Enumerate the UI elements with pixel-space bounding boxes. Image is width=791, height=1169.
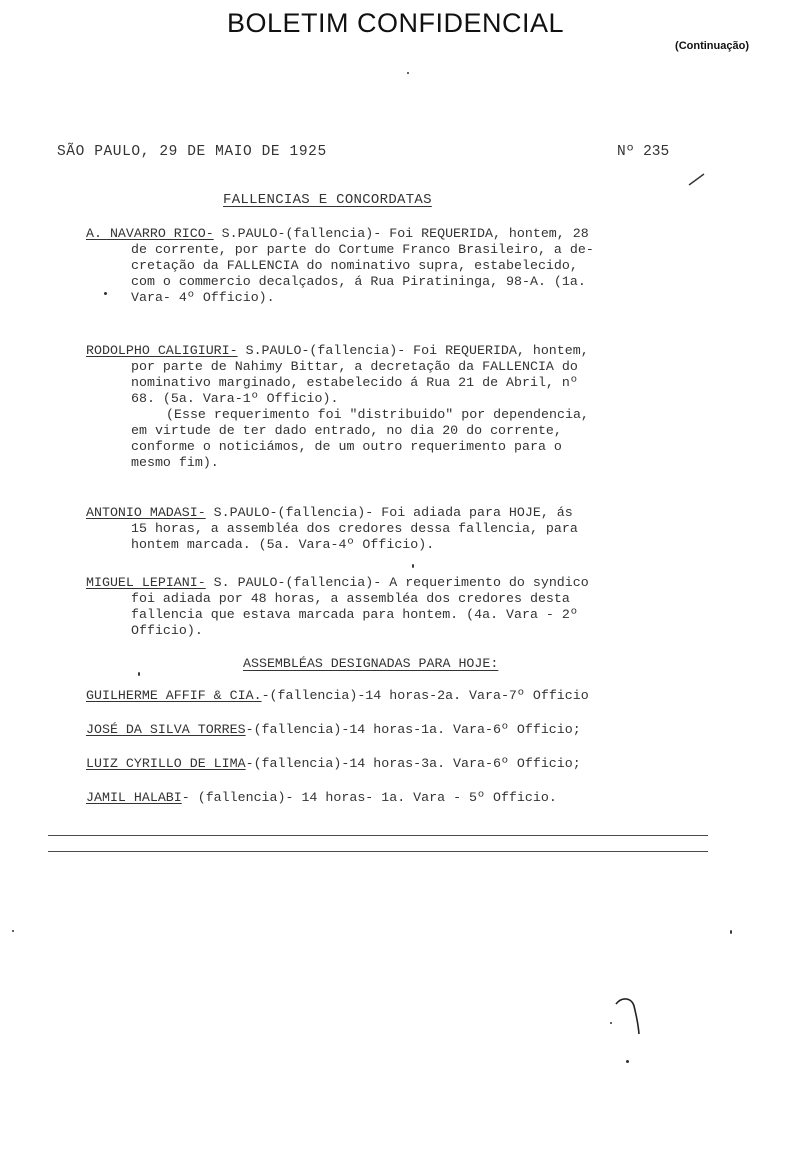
entry-line: com o commercio decalçados, á Rua Piratininga, 98-A. (1a. xyxy=(131,274,586,289)
scan-speck xyxy=(730,930,732,934)
assembly-detail: - (fallencia)- 14 horas- 1a. Vara - 5º Officio. xyxy=(181,790,557,805)
entry-line: 68. (5a. Vara-1º Officio). xyxy=(131,391,339,406)
entry-name: A. NAVARRO RICO- xyxy=(86,226,214,241)
assembly-detail: -(fallencia)-14 horas-2a. Vara-7º Officio xyxy=(261,688,589,703)
dateline: SÃO PAULO, 29 DE MAIO DE 1925 xyxy=(57,144,327,160)
assemblies-heading: ASSEMBLÉAS DESIGNADAS PARA HOJE: xyxy=(243,656,499,671)
assembly-item xyxy=(86,722,581,737)
entry-line: hontem marcada. (5a. Vara-4º Officio). xyxy=(131,537,435,552)
divider-rule xyxy=(48,835,708,836)
scan-speck xyxy=(138,672,140,676)
entry-line: mesmo fim). xyxy=(131,455,219,470)
pen-mark xyxy=(688,172,706,186)
entry-line: foi adiada por 48 horas, a assembléa dos credores desta xyxy=(131,591,570,606)
divider-rule xyxy=(48,851,708,852)
entry-line: em virtude de ter dado entrado, no dia 20 do corrente, xyxy=(131,423,562,438)
entry-name: MIGUEL LEPIANI- xyxy=(86,575,206,590)
assembly-item xyxy=(86,756,581,771)
entry-line: Vara- 4º Officio). xyxy=(131,290,275,305)
entry-line: nominativo marginado, estabelecido á Rua 21 de Abril, nº xyxy=(131,375,578,390)
entry-line: cretação da FALLENCIA do nominativo supra, estabelecido, xyxy=(131,258,578,273)
entry-antonio-madasi xyxy=(86,505,698,553)
entry-line: fallencia que estava marcada para hontem. (4a. Vara - 2º xyxy=(131,607,578,622)
scan-speck xyxy=(12,930,14,932)
entry-line: S.PAULO-(fallencia)- Foi REQUERIDA, hontem, 28 xyxy=(213,226,589,241)
scan-speck xyxy=(407,72,409,74)
scan-speck xyxy=(104,292,107,295)
continuation-label: (Continuação) xyxy=(675,40,749,52)
section-title: FALLENCIAS E CONCORDATAS xyxy=(223,192,432,208)
masthead-title: BOLETIM CONFIDENCIAL xyxy=(226,8,565,38)
entry-miguel-lepiani xyxy=(86,575,698,639)
entry-line: S.PAULO-(fallencia)- Foi adiada para HOJE, ás xyxy=(205,505,573,520)
entry-line: Officio). xyxy=(131,623,203,638)
entry-line: 15 horas, a assembléa dos credores dessa fallencia, para xyxy=(131,521,578,536)
scan-speck xyxy=(626,1060,629,1063)
assembly-name: LUIZ CYRILLO DE LIMA xyxy=(86,756,246,771)
assembly-name: JAMIL HALABI xyxy=(86,790,182,805)
assembly-name: JOSÉ DA SILVA TORRES xyxy=(86,722,246,737)
entry-line: (Esse requerimento foi "distribuido" por dependencia, xyxy=(166,407,589,422)
assembly-detail: -(fallencia)-14 horas-1a. Vara-6º Officio; xyxy=(245,722,581,737)
entry-line: conforme o noticiámos, de um outro requerimento para o xyxy=(131,439,562,454)
scan-speck xyxy=(412,564,414,568)
assembly-item xyxy=(86,790,557,805)
assembly-item xyxy=(86,688,589,703)
entry-name: ANTONIO MADASI- xyxy=(86,505,206,520)
assembly-detail: -(fallencia)-14 horas-3a. Vara-6º Officio; xyxy=(245,756,581,771)
pen-mark xyxy=(612,996,642,1036)
entry-navarro-rico xyxy=(86,226,698,306)
entry-line: por parte de Nahimy Bittar, a decretação da FALLENCIA do xyxy=(131,359,578,374)
entry-line: de corrente, por parte do Cortume Franco Brasileiro, a de- xyxy=(131,242,594,257)
entry-name: RODOLPHO CALIGIURI- xyxy=(86,343,238,358)
entry-line: S. PAULO-(fallencia)- A requerimento do syndico xyxy=(205,575,589,590)
assembly-name: GUILHERME AFFIF & CIA. xyxy=(86,688,262,703)
entry-line: S.PAULO-(fallencia)- Foi REQUERIDA, hontem, xyxy=(237,343,589,358)
entry-rodolpho-caligiuri xyxy=(86,343,698,471)
bulletin-number: Nº 235 xyxy=(617,144,670,160)
